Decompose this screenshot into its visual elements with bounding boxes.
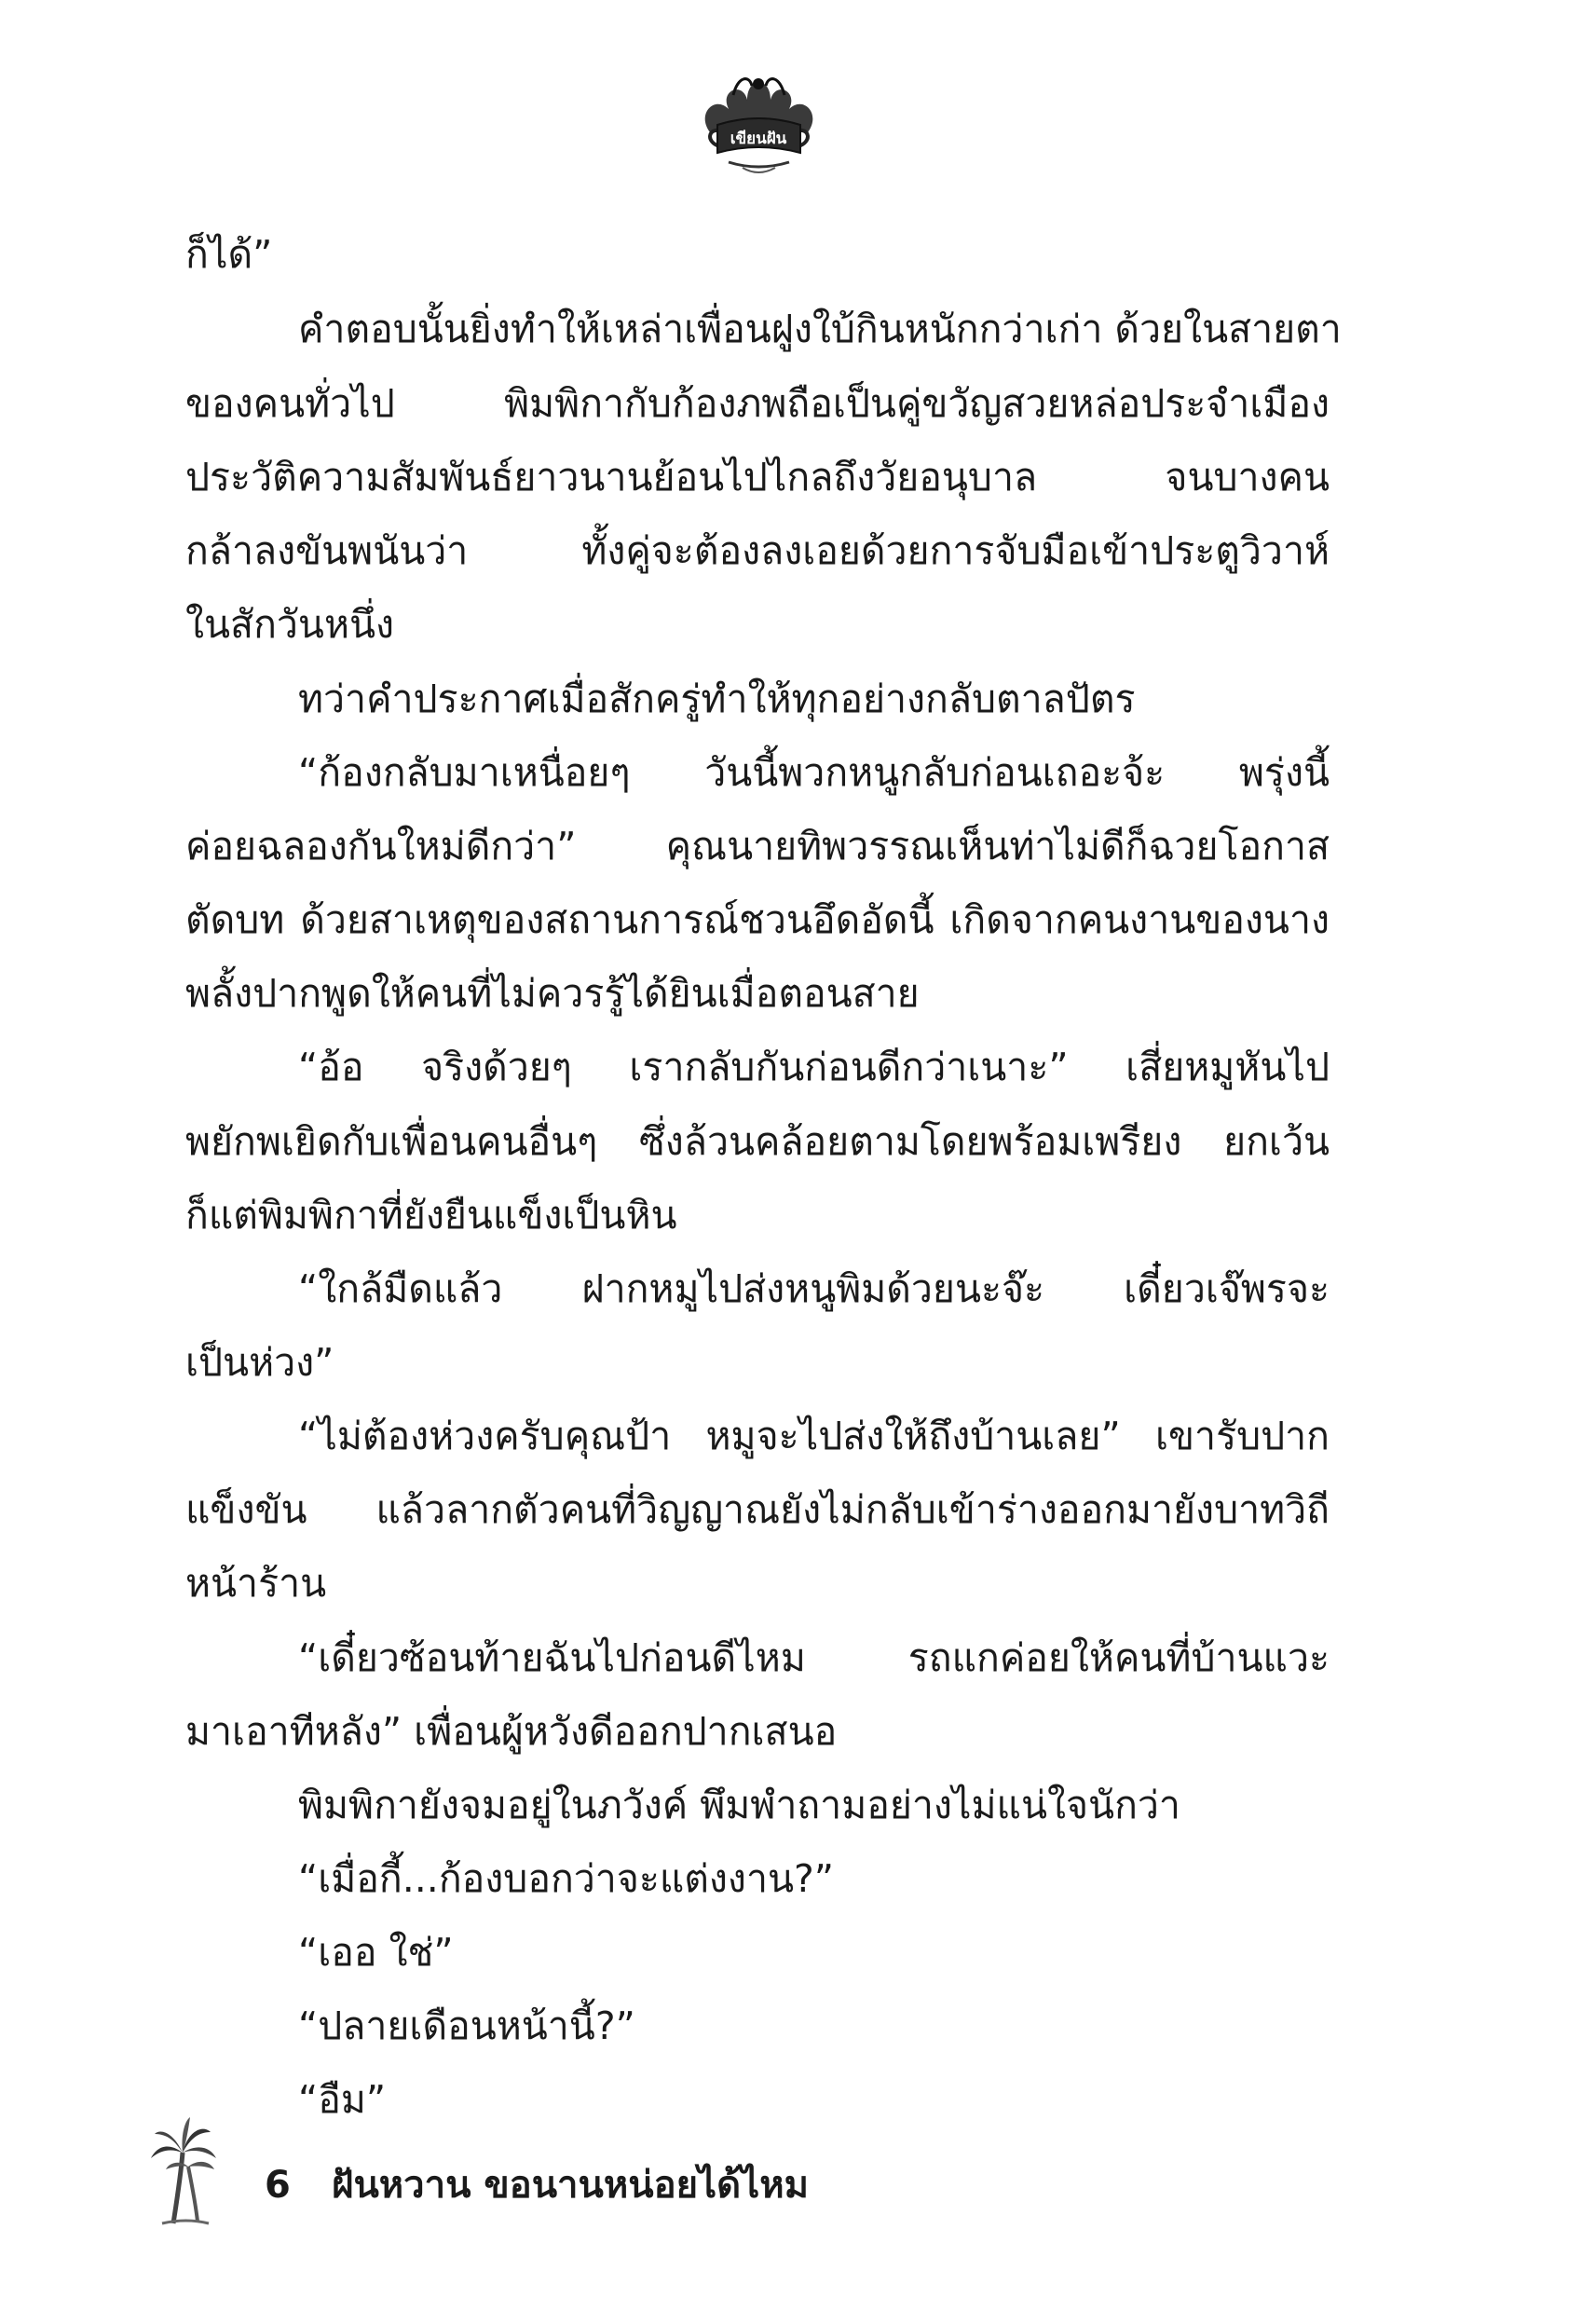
body-line: ตัดบท ด้วยสาเหตุของสถานการณ์ชวนอึดอัดนี้ เกิดจากคนงานของนาง [185,897,1330,942]
body-line: กล้าลงขันพนันว่า ทั้งคู่จะต้องลงเอยด้วยการจับมือเข้าประตูวิวาห์ [185,528,1330,573]
book-title: ฝันหวาน ขอนานหน่อยได้ไหม [332,2164,809,2207]
body-line: ก็ได้” [185,232,273,277]
body-line: “เดี๋ยวซ้อนท้ายฉันไปก่อนดีไหม รถแกค่อยให้คนที่บ้านแวะ [298,1635,1330,1680]
body-line: “อ้อ จริงด้วยๆ เรากลับกันก่อนดีกว่าเนาะ” เสี่ยหมูหันไป [298,1045,1330,1089]
publisher-logo-icon [691,58,826,179]
body-line: พิมพิกายังจมอยู่ในภวังค์ พึมพำถามอย่างไม่แน่ใจนักว่า [298,1783,1180,1827]
body-line: “ใกล้มืดแล้ว ฝากหมูไปส่งหนูพิมด้วยนะจ๊ะ เดี๋ยวเจ๊พรจะ [298,1266,1330,1311]
body-line: “ก้องกลับมาเหนื่อยๆ วันนี้พวกหนูกลับก่อนเถอะจ้ะ พรุ่งนี้ [298,750,1330,795]
body-line: “เมื่อกี้...ก้องบอกว่าจะแต่งงาน?” [298,1856,835,1901]
body-line: ประวัติความสัมพันธ์ยาวนานย้อนไปไกลถึงวัยอนุบาล จนบางคน [185,455,1330,499]
page-number: 6 [265,2164,291,2207]
body-line: “เออ ใช่” [298,1930,454,1975]
logo-text: เขียนฝัน [730,130,787,148]
body-line: พลั้งปากพูดให้คนที่ไม่ควรรู้ได้ยินเมื่อตอนสาย [185,971,920,1016]
body-line: แข็งขัน แล้วลากตัวคนที่วิญญาณยังไม่กลับเข้าร่างออกมายังบาทวิถี [185,1487,1330,1532]
body-line: “ปลายเดือนหน้านี้?” [298,2003,635,2048]
page-footer [149,2115,894,2227]
body-line: หน้าร้าน [185,1561,327,1606]
body-line: พยักพเยิดกับเพื่อนคนอื่นๆ ซึ่งล้วนคล้อยตามโดยพร้อมเพรียง ยกเว้น [185,1119,1330,1164]
palm-tree-icon [149,2115,219,2227]
body-line: มาเอาทีหลัง” เพื่อนผู้หวังดีออกปากเสนอ [185,1709,838,1754]
body-line: ก็แต่พิมพิกาที่ยังยืนแข็งเป็นหิน [185,1193,677,1238]
body-line: “อืม” [298,2077,387,2122]
body-line: คำตอบนั้นยิ่งทำให้เหล่าเพื่อนฝูงใบ้กินหนักกว่าเก่า ด้วยในสายตา [298,307,1342,351]
body-line: ในสักวันหนึ่ง [185,602,395,647]
body-line: ค่อยฉลองกันใหม่ดีกว่า” คุณนายทิพวรรณเห็นท่าไม่ดีก็ฉวยโอกาส [185,824,1330,868]
body-line: เป็นห่วง” [185,1340,334,1385]
body-line: “ไม่ต้องห่วงครับคุณป้า หมูจะไปส่งให้ถึงบ้านเลย” เขารับปาก [298,1414,1330,1458]
body-line: ทว่าคำประกาศเมื่อสักครู่ทำให้ทุกอย่างกลับตาลปัตร [298,677,1136,721]
body-line: ของคนทั่วไป พิมพิกากับก้องภพถือเป็นคู่ขวัญสวยหล่อประจำเมือง [185,381,1330,426]
